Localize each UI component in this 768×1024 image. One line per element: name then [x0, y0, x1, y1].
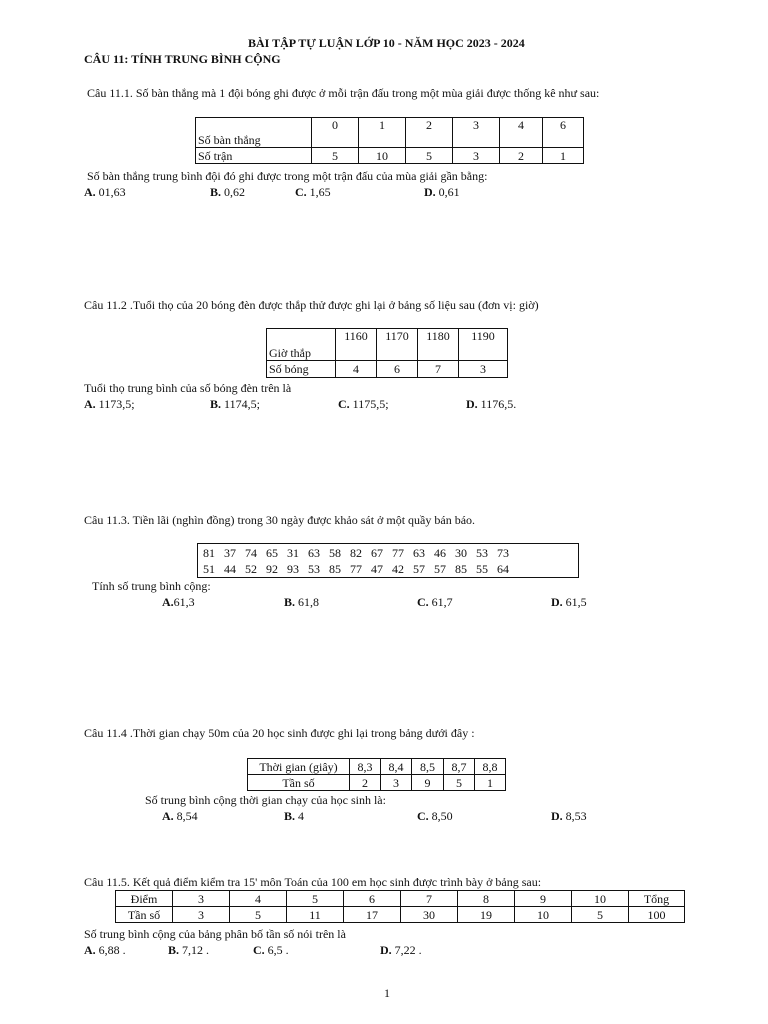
q4-row1-label: Thời gian (giây)	[248, 759, 350, 775]
q2-option-d: D. 1176,5.	[466, 397, 517, 411]
q1-cell: 1	[359, 118, 406, 148]
q2-cell: 1190	[459, 329, 508, 361]
q4-cell: 8,8	[475, 759, 506, 775]
q1-cell: 4	[500, 118, 543, 148]
q4-option-d: D. 8,53	[551, 809, 587, 823]
q1-row2-label: Số trận	[196, 148, 312, 164]
q2-cell: 3	[459, 361, 508, 378]
q4-option-c: C. 8,50	[417, 809, 453, 823]
q5-cell: 9	[515, 891, 572, 907]
q5-table	[115, 890, 685, 923]
q4-question: Số trung bình cộng thời gian chạy của học sinh là:	[145, 793, 386, 807]
q4-option-b: B. 4	[284, 809, 305, 823]
q4-cell: 8,5	[412, 759, 444, 775]
q3-option-b: B. 61,8	[284, 595, 320, 609]
q2-prompt: Câu 11.2 .Tuổi thọ của 20 bóng đèn được thắp thử được ghi lại ở bảng số liệu sau (đơn vị: giờ)	[84, 298, 539, 312]
q4-row2-label: Tần số	[248, 775, 350, 791]
q2-cell: 7	[418, 361, 459, 378]
q1-cell: 5	[312, 148, 359, 164]
q4-cell: 5	[444, 775, 475, 791]
q1-cell: 3	[453, 148, 500, 164]
q4-cell: 8,4	[381, 759, 412, 775]
q4-option-a: A. 8,54	[162, 809, 198, 823]
q5-cell: 19	[458, 907, 515, 923]
q1-row1-label: Số bàn thắng	[196, 118, 312, 148]
q2-option-b: B. 1174,5;	[210, 397, 260, 411]
q1-cell: 6	[543, 118, 584, 148]
q5-cell: Tổng	[629, 891, 685, 907]
q1-cell: 5	[406, 148, 453, 164]
q5-option-c: C. 6,5 .	[253, 943, 289, 957]
q5-question: Số trung bình cộng của bảng phân bố tần số nói trên là	[84, 927, 346, 941]
q2-option-c: C. 1175,5;	[338, 397, 389, 411]
q1-option-a: A. 01,63	[84, 185, 126, 199]
q2-cell: 4	[336, 361, 377, 378]
q1-cell: 0	[312, 118, 359, 148]
q3-option-a: A.61,3	[162, 595, 195, 609]
q5-cell: 30	[401, 907, 458, 923]
q4-cell: 9	[412, 775, 444, 791]
q1-cell: 2	[406, 118, 453, 148]
q4-cell: 8,7	[444, 759, 475, 775]
q5-cell: 3	[173, 891, 230, 907]
q5-cell: 5	[287, 891, 344, 907]
q1-option-b: B. 0,62	[210, 185, 246, 199]
q3-data-line-2: 51 44 52 92 93 53 85 77 47 42 57 57 85 55 64	[203, 562, 509, 576]
q3-option-c: C. 61,7	[417, 595, 453, 609]
q2-table	[266, 328, 508, 378]
q5-cell: 4	[230, 891, 287, 907]
page-number: 1	[384, 986, 390, 1000]
q5-cell: 5	[572, 907, 629, 923]
section-title: CÂU 11: TÍNH TRUNG BÌNH CỘNG	[84, 52, 281, 66]
q4-table	[247, 758, 506, 791]
document-title: BÀI TẬP TỰ LUẬN LỚP 10 - NĂM HỌC 2023 - 2024	[248, 36, 525, 50]
q1-option-c: C. 1,65	[295, 185, 331, 199]
q5-cell: 6	[344, 891, 401, 907]
q5-row2-label: Tần số	[116, 907, 173, 923]
q1-cell: 1	[543, 148, 584, 164]
q5-cell: 7	[401, 891, 458, 907]
q4-prompt: Câu 11.4 .Thời gian chạy 50m của 20 học sinh được ghi lại trong bảng dưới đây :	[84, 726, 475, 740]
q4-cell: 2	[350, 775, 381, 791]
q5-cell: 100	[629, 907, 685, 923]
q3-data-line-1: 81 37 74 65 31 63 58 82 67 77 63 46 30 53 73	[203, 546, 509, 560]
q1-cell: 10	[359, 148, 406, 164]
q2-cell: 1180	[418, 329, 459, 361]
q1-cell: 3	[453, 118, 500, 148]
q5-option-b: B. 7,12 .	[168, 943, 210, 957]
q1-option-d: D. 0,61	[424, 185, 460, 199]
q5-option-d: D. 7,22 .	[380, 943, 422, 957]
q5-cell: 5	[230, 907, 287, 923]
q5-cell: 11	[287, 907, 344, 923]
q2-cell: 1170	[377, 329, 418, 361]
q5-option-a: A. 6,88 .	[84, 943, 126, 957]
q5-row1-label: Điểm	[116, 891, 173, 907]
q2-row2-label: Số bóng	[267, 361, 336, 378]
q1-cell: 2	[500, 148, 543, 164]
q5-cell: 17	[344, 907, 401, 923]
q5-cell: 10	[572, 891, 629, 907]
q1-table	[195, 117, 584, 164]
q2-question: Tuổi thọ trung bình của số bóng đèn trên là	[84, 381, 292, 395]
q2-cell: 1160	[336, 329, 377, 361]
q1-prompt: Câu 11.1. Số bàn thắng mà 1 đội bóng ghi được ở mỗi trận đấu trong một mùa giải được thống kê như sau:	[87, 86, 600, 100]
q2-row1-label: Giờ thắp	[267, 329, 336, 361]
q4-cell: 8,3	[350, 759, 381, 775]
q3-option-d: D. 61,5	[551, 595, 587, 609]
q5-cell: 3	[173, 907, 230, 923]
q4-cell: 3	[381, 775, 412, 791]
q5-cell: 10	[515, 907, 572, 923]
q1-question: Số bàn thắng trung bình đội đó ghi được trong một trận đấu của mùa giải gần bằng:	[87, 169, 488, 183]
q4-cell: 1	[475, 775, 506, 791]
q5-cell: 8	[458, 891, 515, 907]
q5-prompt: Câu 11.5. Kết quả điểm kiểm tra 15' môn Toán của 100 em học sinh được trình bày ở bảng sau:	[84, 875, 542, 889]
q2-cell: 6	[377, 361, 418, 378]
q3-data-box	[197, 543, 579, 578]
q2-option-a: A. 1173,5;	[84, 397, 135, 411]
q3-prompt: Câu 11.3. Tiền lãi (nghìn đồng) trong 30 ngày được khảo sát ở một quầy bán báo.	[84, 513, 476, 527]
q3-question: Tính số trung bình cộng:	[92, 579, 211, 593]
